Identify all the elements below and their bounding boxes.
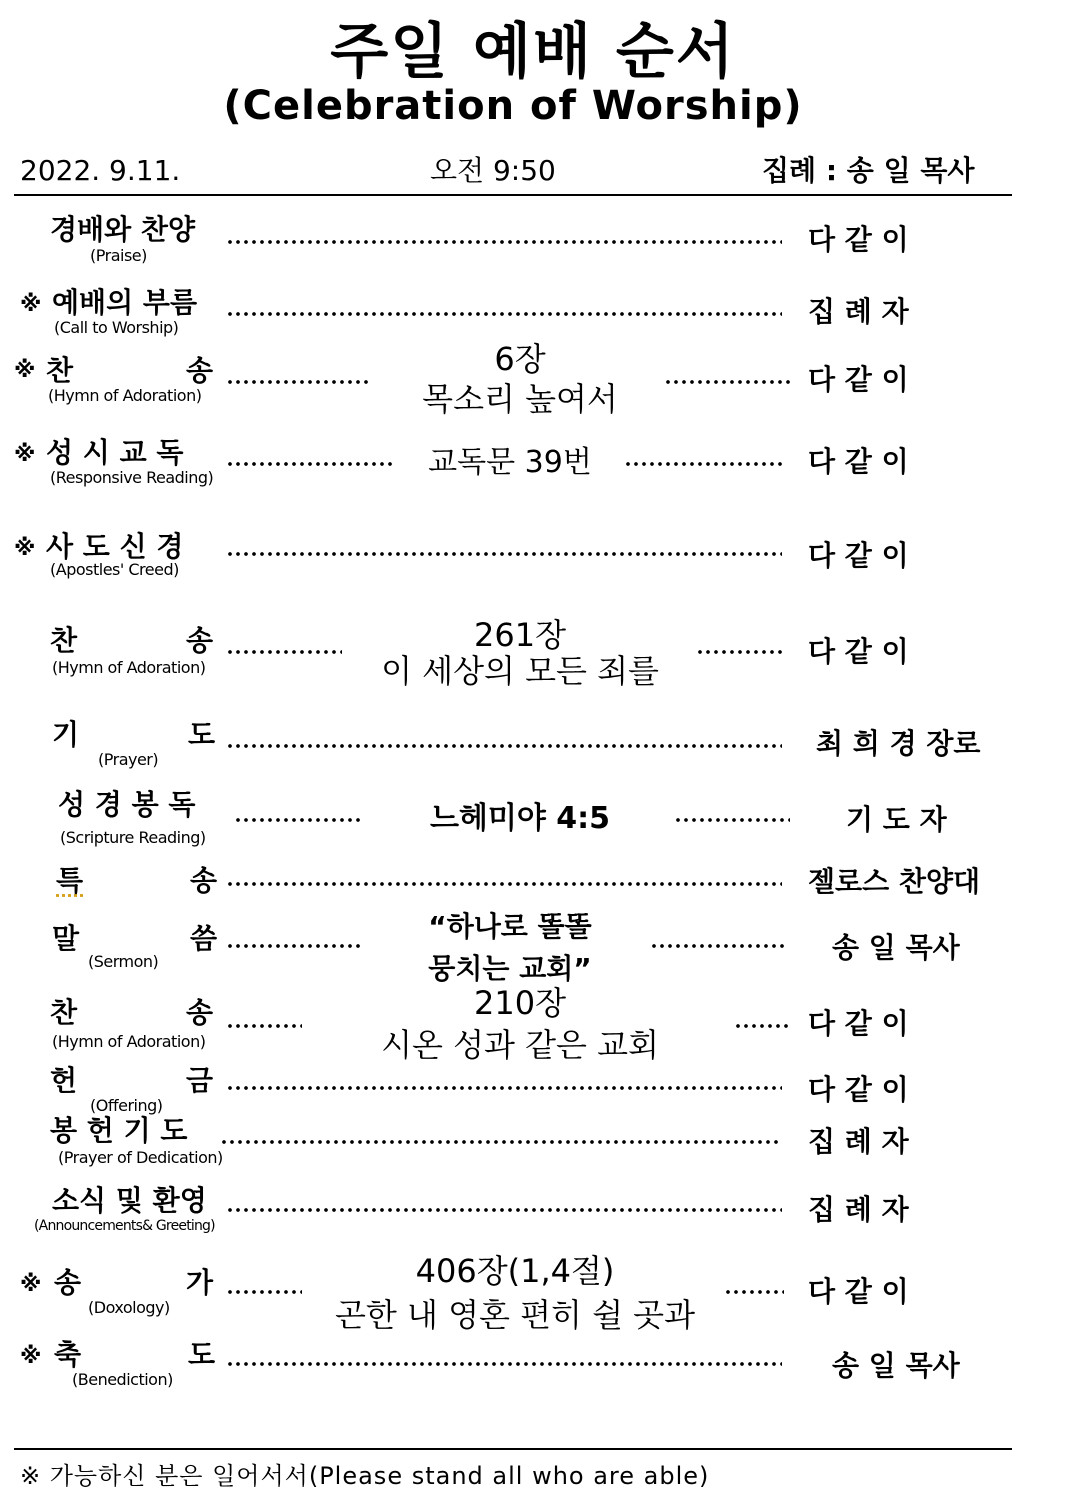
leader-dots (734, 1024, 790, 1028)
item-hymn2-resp: 다 같 이 (808, 635, 909, 668)
item-dedication-sub: (Prayer of Dedication) (58, 1148, 223, 1167)
item-hymn1-sub: (Hymn of Adoration) (48, 386, 202, 405)
leader-dots (226, 1362, 782, 1366)
leader-dots (226, 240, 782, 244)
item-benediction-name-b: 도 (188, 1338, 216, 1371)
item-hymn2-sub: (Hymn of Adoration) (52, 658, 206, 677)
leader-dots (226, 462, 392, 466)
leader-dots (650, 944, 786, 948)
leader-dots (624, 462, 784, 466)
item-offering-name-a: 헌 (50, 1064, 78, 1097)
item-hymn1-title: 목소리 높여서 (422, 380, 618, 418)
item-doxology-name-b: 가 (186, 1266, 214, 1299)
item-announce-resp: 집 례 자 (808, 1193, 909, 1226)
leader-dots (226, 312, 782, 316)
leader-dots (226, 1086, 782, 1090)
leader-dots (664, 380, 790, 384)
item-special-resp: 젤로스 찬양대 (808, 865, 981, 898)
item-hymn1-name-a: 찬 (46, 354, 74, 387)
item-announce-name: 소식 및 환영 (52, 1184, 207, 1217)
item-praise-name: 경배와 찬양 (50, 213, 195, 246)
leader-dots (226, 380, 372, 384)
item-scripture-sub: (Scripture Reading) (60, 828, 206, 847)
item-dedication-name: 봉 헌 기 도 (50, 1114, 188, 1147)
item-praise-sub: (Praise) (90, 246, 147, 265)
item-sermon-name-a: 말 (52, 922, 80, 955)
item-benediction-resp: 송 일 목사 (832, 1349, 960, 1382)
leader-dots (696, 650, 782, 654)
service-date: 2022. 9.11. (20, 154, 181, 187)
item-announce-sub: (Announcements& Greeting) (34, 1218, 215, 1234)
item-call-name: 예배의 부름 (52, 286, 197, 319)
item-sermon-title-1: “하나로 똘똘 (428, 910, 592, 943)
item-offering-sub: (Offering) (90, 1096, 163, 1115)
stand-marker: ※ (20, 1272, 42, 1297)
item-doxology-title: 곤한 내 영혼 편히 쉴 곳과 (335, 1296, 695, 1334)
stand-marker: ※ (14, 358, 36, 383)
item-offering-name-b: 금 (186, 1064, 214, 1097)
header-divider (14, 194, 1012, 196)
item-hymn2-name-b: 송 (186, 624, 214, 657)
item-sermon-sub: (Sermon) (88, 952, 159, 971)
item-praise-resp: 다 같 이 (808, 223, 909, 256)
leader-dots (226, 744, 782, 748)
stand-marker: ※ (14, 536, 36, 561)
item-prayer-resp: 최 희 경 장로 (816, 727, 981, 760)
item-sermon-name-b: 씀 (190, 922, 218, 955)
leader-dots (220, 1140, 782, 1144)
item-hymn3-name-b: 송 (186, 996, 214, 1029)
item-call-resp: 집 례 자 (808, 295, 909, 328)
stand-marker: ※ (14, 442, 36, 467)
leader-dots (724, 1290, 784, 1294)
item-hymn1-resp: 다 같 이 (808, 363, 909, 396)
leader-dots (674, 818, 790, 822)
item-scripture-text: 느헤미야 4:5 (429, 801, 611, 836)
footer-note: ※ 가능하신 분은 일어서서(Please stand all who are able) (20, 1462, 710, 1490)
item-prayer-sub: (Prayer) (98, 750, 159, 769)
leader-dots (226, 944, 362, 948)
stand-marker: ※ (20, 1344, 42, 1369)
leader-dots (226, 650, 342, 654)
item-doxology-number: 406장(1,4절) (415, 1252, 615, 1290)
item-scripture-resp: 기 도 자 (846, 803, 947, 836)
item-prayer-name-b: 도 (188, 718, 216, 751)
item-benediction-sub: (Benediction) (72, 1370, 173, 1389)
leader-dots (234, 818, 360, 822)
item-hymn2-title: 이 세상의 모든 죄를 (381, 652, 659, 690)
item-sermon-resp: 송 일 목사 (832, 931, 960, 964)
item-benediction-name-a: 축 (54, 1338, 82, 1371)
item-scripture-name: 성 경 봉 독 (58, 788, 196, 821)
item-hymn1-number: 6장 (494, 340, 546, 378)
leader-dots (226, 1290, 302, 1294)
item-creed-sub: (Apostles' Creed) (50, 560, 179, 579)
item-hymn1-name-b: 송 (186, 354, 214, 387)
item-special-name-a: 특 (56, 864, 84, 897)
leader-dots (226, 552, 782, 556)
footer-divider (14, 1448, 1012, 1450)
item-hymn3-number: 210장 (474, 984, 566, 1022)
stand-marker: ※ (20, 292, 42, 317)
item-creed-name: 사 도 신 경 (46, 530, 184, 563)
item-hymn3-title: 시온 성과 같은 교회 (381, 1026, 659, 1064)
item-doxology-resp: 다 같 이 (808, 1275, 909, 1308)
item-reading-name: 성 시 교 독 (46, 436, 184, 469)
item-hymn3-name-a: 찬 (50, 996, 78, 1029)
item-prayer-name-a: 기 (52, 718, 80, 751)
leader-dots (226, 1208, 782, 1212)
item-dedication-resp: 집 례 자 (808, 1125, 909, 1158)
item-hymn2-name-a: 찬 (50, 624, 78, 657)
page-title: 주일 예배 순서 (330, 17, 736, 87)
item-call-sub: (Call to Worship) (54, 318, 179, 337)
item-hymn3-sub: (Hymn of Adoration) (52, 1032, 206, 1051)
item-reading-sub: (Responsive Reading) (50, 468, 214, 487)
item-doxology-name-a: 송 (54, 1266, 82, 1299)
item-reading-resp: 다 같 이 (808, 445, 909, 478)
item-special-name-b: 송 (190, 864, 218, 897)
item-doxology-sub: (Doxology) (88, 1298, 170, 1317)
item-offering-resp: 다 같 이 (808, 1073, 909, 1106)
item-hymn3-resp: 다 같 이 (808, 1007, 909, 1040)
page-subtitle: (Celebration of Worship) (223, 83, 803, 129)
leader-dots (226, 882, 782, 886)
item-reading-text: 교독문 39번 (428, 445, 592, 480)
item-hymn2-number: 261장 (474, 616, 566, 654)
leader-dots (226, 1024, 302, 1028)
service-leader: 집례 : 송 일 목사 (762, 154, 975, 187)
item-creed-resp: 다 같 이 (808, 539, 909, 572)
service-time: 오전 9:50 (430, 154, 556, 187)
item-sermon-title-2: 뭉치는 교회” (428, 952, 592, 985)
